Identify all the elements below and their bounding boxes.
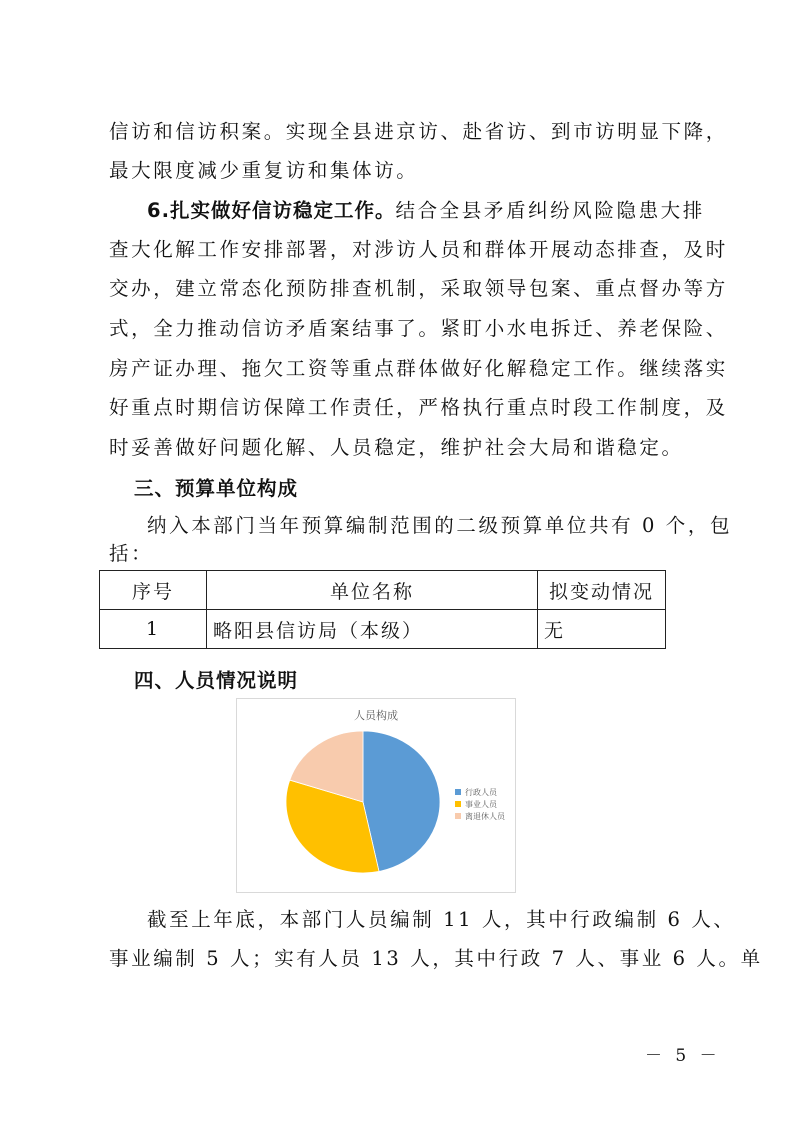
table-cell: 略阳县信访局（本级） — [207, 610, 538, 649]
table-header-cell: 单位名称 — [207, 571, 538, 610]
legend-item — [455, 786, 505, 798]
page-number: － 5 － — [645, 1046, 721, 1066]
section-heading-budget-units: 三、预算单位构成 — [134, 477, 299, 500]
paragraph-line: 事业编制 5 人；实有人员 13 人，其中行政 7 人、事业 6 人。单 — [109, 947, 763, 970]
legend-swatch — [455, 813, 461, 819]
paragraph-line: 截至上年底，本部门人员编制 11 人，其中行政编制 6 人、 — [147, 908, 736, 931]
paragraph-line: 查大化解工作安排部署，对涉访人员和群体开展动态排查，及时 — [109, 238, 728, 261]
legend-label: 行政人员 — [465, 787, 497, 797]
table-header-row — [100, 571, 666, 610]
table-row — [100, 610, 666, 649]
chart-legend — [455, 786, 505, 822]
table-header-cell: 序号 — [100, 571, 207, 610]
table-cell: 1 — [100, 610, 207, 649]
legend-label: 事业人员 — [465, 799, 497, 809]
table-cell: 无 — [538, 610, 666, 649]
paragraph-line: 房产证办理、拖欠工资等重点群体做好化解稳定工作。继续落实 — [109, 357, 728, 380]
paragraph-line: 时妥善做好问题化解、人员稳定，维护社会大局和谐稳定。 — [109, 436, 684, 459]
chart-title: 人员构成 — [354, 709, 398, 722]
item6-first-line-text: 结合全县矛盾纠纷风险隐患大排 — [395, 199, 705, 222]
paragraph-line: 纳入本部门当年预算编制范围的二级预算单位共有 0 个，包 — [147, 514, 733, 537]
paragraph-line: 式，全力推动信访矛盾案结事了。紧盯小水电拆迁、养老保险、 — [109, 317, 728, 340]
pie-chart — [236, 698, 516, 893]
legend-swatch — [455, 789, 461, 795]
budget-units-table — [99, 570, 666, 649]
paragraph-line: 交办，建立常态化预防排查机制，采取领导包案、重点督办等方 — [109, 277, 728, 300]
legend-label: 离退休人员 — [465, 811, 505, 821]
legend-item — [455, 810, 505, 822]
table-header-cell: 拟变动情况 — [538, 571, 666, 610]
item6-title: 6.扎实做好信访稳定工作。 — [147, 199, 396, 222]
paragraph-line: 最大限度减少重复访和集体访。 — [109, 159, 419, 182]
paragraph-line: 好重点时期信访保障工作责任，严格执行重点时段工作制度，及 — [109, 396, 728, 419]
paragraph-line: 信访和信访积案。实现全县进京访、赴省访、到市访明显下降， — [109, 120, 728, 143]
item6-first-line — [147, 197, 737, 224]
paragraph-line: 括： — [109, 542, 154, 565]
section-heading-staff: 四、人员情况说明 — [134, 669, 299, 692]
legend-swatch — [455, 801, 461, 807]
legend-item — [455, 798, 505, 810]
